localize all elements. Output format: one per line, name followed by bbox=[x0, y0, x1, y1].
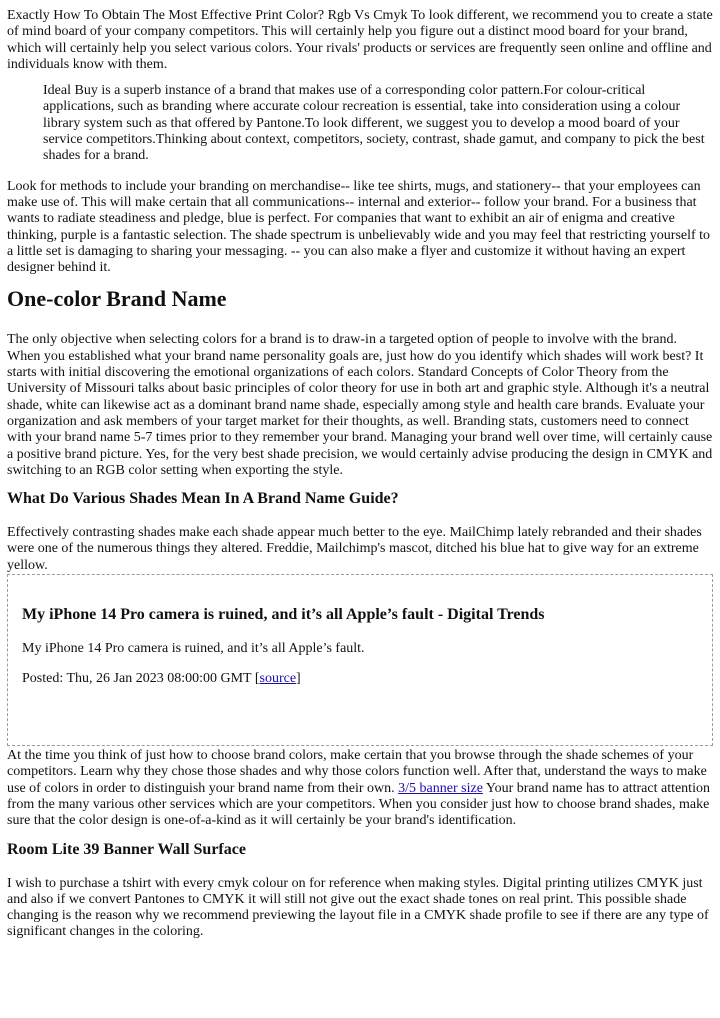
after-news-paragraph bbox=[7, 748, 713, 829]
news-title: My iPhone 14 Pro camera is ruined, and it’s all Apple’s fault - Digital Trends bbox=[22, 606, 545, 624]
section2-paragraph: Effectively contrasting shades make each shade appear much better to the eye. MailChimp lately rebranded and their shades were one of the numerous things they altered. Freddie, Mailchimp's mascot, ditched his blue hat to give way for an extreme yellow. bbox=[7, 525, 702, 573]
intro-paragraph-1: Exactly How To Obtain The Most Effective Print Color? Rgb Vs Cmyk To look different, we recommend you to create a state of mind board of your company competitors. This will certainly help you figure out a distinct mood board for your brand, which will certainly help you select various colors. Your rivals' products or services are frequently seen online and offline and individuals know with them. bbox=[7, 8, 713, 72]
blockquote-text: Ideal Buy is a superb instance of a brand that makes use of a corresponding color pattern.For colour-critical applications, such as branding where accurate colour recreation is essential, take into consideration using a colour library system such as that offered by Pantone.To look different, we suggest you to develop a mood board of your service competitors.Thinking about context, competitors, society, contrast, shade gamut, and company to pick the best shades for a brand. bbox=[43, 83, 705, 164]
news-source-link[interactable]: source bbox=[259, 671, 297, 687]
news-posted-date: Posted: Thu, 26 Jan 2023 08:00:00 GMT [ bbox=[22, 671, 260, 687]
intro-paragraph-2: Look for methods to include your branding on merchandise-- like tee shirts, mugs, and stationery-- that your employees can make use of. This will make certain that all communications-- internal and exterior-- follow your brand. For a business that wants to radiate steadiness and pledge, blue is perfect. For companies that want to exhibit an air of enigma and creative thinking, purple is a fantastic selection. The shade spectrum is unbelievably wide and you may feel that restricting yourself to a little set is damaging to sharing your messaging. -- you can also make a flyer and customize it without having an expert designer behind it. bbox=[7, 178, 711, 276]
intro-blockquote bbox=[43, 83, 705, 164]
news-embed-box bbox=[7, 574, 713, 746]
after-news-text-end: Your brand name has to attract attention from the many various other services which are your competitors. When you consider just how to choose brand shades, make sure that the color design is one-of-a-kind as it will certainly be your brand's identification. bbox=[7, 780, 710, 829]
news-posted-line bbox=[22, 671, 698, 687]
news-body: My iPhone 14 Pro camera is ruined, and it’s all Apple’s fault. bbox=[22, 641, 365, 657]
section-heading-room-lite: Room Lite 39 Banner Wall Surface bbox=[7, 840, 246, 858]
section-heading-one-color: One-color Brand Name bbox=[7, 286, 227, 312]
banner-size-link[interactable]: 3/5 banner size bbox=[398, 780, 483, 796]
news-posted-close: ] bbox=[296, 671, 301, 687]
section3-paragraph: I wish to purchase a tshirt with every cmyk colour on for reference when making styles. Digital printing utilizes CMYK just and also if we convert Pantones to CMYK it will still not give out the exact shade tones on real print. This possible shade changing is the reason why we recommend previewing the layout file in a CMYK shade profile to see if there are any type of significant changes in the coloring. bbox=[7, 875, 709, 940]
section1-paragraph: The only objective when selecting colors for a brand is to draw-in a targeted option of people to involve with the brand. When you established what your brand name personality goals are, just how do you identify which shades will work best? It starts with initial discovering the emotional organizations of each colors. Standard Concepts of Color Theory from the University of Missouri talks about basic principles of color theory for use in both art and graphic style. Although it's a neutral shade, white can likewise act as a dominant brand name shade, especially among style and health care brands. Evaluate your organization and ask members of your target market for their thoughts, as well. Branding stats, customers need to connect with your brand name 5-7 times prior to they remember your brand. Managing your brand well over time, will certainly cause a positive brand picture. Yes, for the very best shade precision, we would certainly advise producing the design in CMYK and switching to an RGB color setting when exporting the style. bbox=[7, 332, 713, 478]
after-news-text-start: At the time you think of just how to choose brand colors, make certain that you browse through the shade schemes of your competitors. Learn why they chose those shades and why those colors function well. After that, understand the ways to make use of colors in order to distinguish your brand name from their own. bbox=[7, 748, 707, 796]
section-heading-shades-meaning: What Do Various Shades Mean In A Brand Name Guide? bbox=[7, 490, 399, 508]
